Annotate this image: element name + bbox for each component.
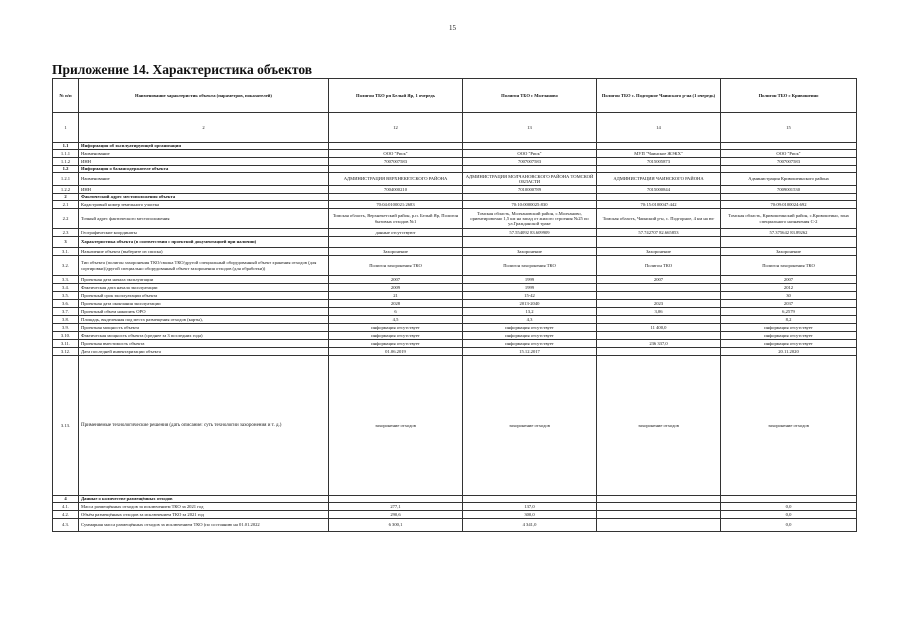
cell-col-14: Захоронение xyxy=(597,248,721,256)
cell-number: 3.13. xyxy=(53,356,79,496)
table-row xyxy=(53,292,857,300)
cell-number: 3 xyxy=(53,237,79,248)
cell-col-14 xyxy=(597,332,721,340)
cell-number: 3.7. xyxy=(53,308,79,316)
index-cell: 14 xyxy=(597,113,721,143)
cell-number: 3.11. xyxy=(53,340,79,348)
table-row xyxy=(53,324,857,332)
characteristics-table xyxy=(52,78,857,532)
cell-col-13: 4,3 xyxy=(463,316,597,324)
cell-col-15: информация отсутствует xyxy=(721,340,857,348)
cell-col-12: захоронение отходов xyxy=(329,356,463,496)
cell-col-15: 7007007583 xyxy=(721,158,857,166)
index-cell: 15 xyxy=(721,113,857,143)
cell-col-14 xyxy=(597,503,721,511)
cell-col-14 xyxy=(597,166,721,173)
table-row xyxy=(53,496,857,503)
cell-number: 3.8. xyxy=(53,316,79,324)
cell-col-15 xyxy=(721,194,857,201)
table-row xyxy=(53,276,857,284)
cell-number: 2.3 xyxy=(53,229,79,237)
cell-col-12: 21 xyxy=(329,292,463,300)
cell-col-12: 2007 xyxy=(329,276,463,284)
cell-number: 3.12. xyxy=(53,348,79,356)
cell-col-13: 300,0 xyxy=(463,511,597,519)
cell-col-15: 0,0 xyxy=(721,511,857,519)
cell-col-12: АДМИНИСТРАЦИЯ ВЕРХНЕКЕТСКОГО РАЙОНА xyxy=(329,173,463,186)
cell-col-13 xyxy=(463,194,597,201)
index-cell: 1 xyxy=(53,113,79,143)
cell-col-14: 11 400,0 xyxy=(597,324,721,332)
table-row xyxy=(53,158,857,166)
cell-col-14: 3,06 xyxy=(597,308,721,316)
table-row xyxy=(53,209,857,229)
cell-number: 1.2.2 xyxy=(53,186,79,194)
table-row xyxy=(53,194,857,201)
cell-col-13: АДМИНИСТРАЦИЯ МОЛЧАНОВСКОГО РАЙОНА ТОМСКОЙ ОБЛАСТИ xyxy=(463,173,597,186)
cell-col-15: 70:09:0100024:692 xyxy=(721,201,857,209)
table-row xyxy=(53,186,857,194)
table-row xyxy=(53,356,857,496)
header-name: Наименование характеристик объекта (параметров, показателей) xyxy=(79,79,329,113)
index-cell: 12 xyxy=(329,113,463,143)
table-row xyxy=(53,248,857,256)
cell-name: Проектный объем накопить ОРО xyxy=(79,308,329,316)
cell-name: Географические координаты xyxy=(79,229,329,237)
cell-col-12 xyxy=(329,237,463,248)
cell-name: Фактическая мощность объекта (среднее за 3 последних года) xyxy=(79,332,329,340)
cell-col-12: 01.06.2019 xyxy=(329,348,463,356)
cell-number: 4.2. xyxy=(53,511,79,519)
cell-name: Информация о балансодержателе объекта xyxy=(79,166,329,173)
table-row xyxy=(53,150,857,158)
cell-col-12: данные отсутствуют xyxy=(329,229,463,237)
cell-col-15 xyxy=(721,237,857,248)
cell-col-12: Захоронение xyxy=(329,248,463,256)
cell-col-14 xyxy=(597,316,721,324)
cell-col-15: информация отсутствует xyxy=(721,324,857,332)
cell-col-13: 1999 xyxy=(463,284,597,292)
cell-number: 1.1.2 xyxy=(53,158,79,166)
table-row xyxy=(53,229,857,237)
cell-col-12: Томская область, Верхнекетский район, р.п. Белый Яр, Полигон бытовых отходов №1 xyxy=(329,209,463,229)
cell-col-12: информация отсутствует xyxy=(329,340,463,348)
cell-col-14 xyxy=(597,194,721,201)
cell-col-15: Полигон захоронения ТКО xyxy=(721,256,857,276)
cell-col-15: 2037 xyxy=(721,300,857,308)
cell-number: 3.5. xyxy=(53,292,79,300)
cell-col-13 xyxy=(463,496,597,503)
cell-number: 1.1 xyxy=(53,143,79,150)
cell-name: Масса размещённых отходов за исключением ТКО за 2021 год xyxy=(79,503,329,511)
cell-number: 3.6. xyxy=(53,300,79,308)
cell-col-12 xyxy=(329,496,463,503)
table-row xyxy=(53,173,857,186)
cell-number: 2.1 xyxy=(53,201,79,209)
cell-col-15: 8,2 xyxy=(721,316,857,324)
cell-col-15: информация отсутствует xyxy=(721,332,857,340)
cell-col-12: 4,5 xyxy=(329,316,463,324)
cell-name: Точный адрес фактического местоположения xyxy=(79,209,329,229)
table-row xyxy=(53,348,857,356)
index-cell: 2 xyxy=(79,113,329,143)
cell-col-14: АДМИНИСТРАЦИЯ ЧАИНСКОГО РАЙОНА xyxy=(597,173,721,186)
cell-col-13: 7007007583 xyxy=(463,158,597,166)
cell-col-12: 6 xyxy=(329,308,463,316)
cell-col-12: 70:04:0100021:2683 xyxy=(329,201,463,209)
header-num: № п/п xyxy=(53,79,79,113)
cell-name: Фактическая дата начала эксплуатации xyxy=(79,284,329,292)
index-cell: 13 xyxy=(463,113,597,143)
cell-name: Суммарная масса размещённых отходов за исключением ТКО (по состоянию на 01.01.2022 xyxy=(79,519,329,532)
cell-col-12: 7007007583 xyxy=(329,158,463,166)
cell-col-14: захоронение отходов xyxy=(597,356,721,496)
cell-col-14 xyxy=(597,237,721,248)
cell-col-13: 1999 xyxy=(463,276,597,284)
cell-col-15: ООО "Риск" xyxy=(721,150,857,158)
cell-col-13: Томская область, Молчановский район, с.Молчаново, ориентировочно 1,5 км на запад от жилого строения №25 по ул.Гражданской тракт xyxy=(463,209,597,229)
cell-col-13 xyxy=(463,166,597,173)
cell-col-13 xyxy=(463,143,597,150)
cell-col-13 xyxy=(463,237,597,248)
cell-name: Площадь, выделенная под места размещения отходов (карты), xyxy=(79,316,329,324)
cell-name: Дата последней инвентаризации объекта xyxy=(79,348,329,356)
cell-name: Проектная дата начала эксплуатации xyxy=(79,276,329,284)
cell-name: ИНН xyxy=(79,186,329,194)
cell-name: Информация об эксплуатирующей организации xyxy=(79,143,329,150)
cell-col-12: 2009 xyxy=(329,284,463,292)
table-row xyxy=(53,316,857,324)
cell-col-13: 7010000789 xyxy=(463,186,597,194)
cell-col-15 xyxy=(721,496,857,503)
cell-col-15 xyxy=(721,143,857,150)
cell-number: 3.4. xyxy=(53,284,79,292)
cell-col-14 xyxy=(597,284,721,292)
cell-number: 2.2 xyxy=(53,209,79,229)
table-row xyxy=(53,511,857,519)
cell-col-15: 7009001530 xyxy=(721,186,857,194)
cell-col-12: ООО "Риск" xyxy=(329,150,463,158)
cell-col-12: 6 300,1 xyxy=(329,519,463,532)
cell-col-14: 2007 xyxy=(597,276,721,284)
cell-number: 3.3. xyxy=(53,276,79,284)
cell-col-14: 70:15:0100047:442 xyxy=(597,201,721,209)
table-row xyxy=(53,256,857,276)
cell-col-14: Полигон ТКО xyxy=(597,256,721,276)
cell-col-15: 30 xyxy=(721,292,857,300)
cell-col-15: 0,0 xyxy=(721,503,857,511)
cell-col-13: Захоронение xyxy=(463,248,597,256)
cell-number: 3.9. xyxy=(53,324,79,332)
cell-col-15: захоронение отходов xyxy=(721,356,857,496)
cell-col-13: 70:10:0000025:830 xyxy=(463,201,597,209)
table-row xyxy=(53,284,857,292)
cell-name: Проектная мощность объекта xyxy=(79,324,329,332)
table-body xyxy=(53,143,857,532)
cell-name: Тип объекта (полигон захоронения ТКО/свалка ТКО/другой специальный оборудованный объект хранения отходов (для сортировки)/другой специально оборудованный объект захоронения отходов (для обработки)) xyxy=(79,256,329,276)
cell-col-12 xyxy=(329,194,463,201)
cell-name: Наименование xyxy=(79,150,329,158)
header-col-12: Полигон ТБО рп Белый Яр, 1 очередь xyxy=(329,79,463,113)
header-row xyxy=(53,79,857,113)
cell-col-14: Томская область, Чаинский р-н, с. Подгорное, 4 км на юг xyxy=(597,209,721,229)
cell-col-14: 57.742707 82.665853 xyxy=(597,229,721,237)
cell-col-15: 2012 xyxy=(721,284,857,292)
cell-col-14: МУП "Чаинское ЖЭКХ" xyxy=(597,150,721,158)
page-number: 15 xyxy=(449,24,456,32)
cell-col-12: Полигон захоронения ТКО xyxy=(329,256,463,276)
cell-col-15: 57.375642 83.89262 xyxy=(721,229,857,237)
table-row xyxy=(53,503,857,511)
cell-col-12: 7004000210 xyxy=(329,186,463,194)
header-col-13: Полигон ТБО с Молчаново xyxy=(463,79,597,113)
cell-name: Проектная дата окончания эксплуатации xyxy=(79,300,329,308)
table-row xyxy=(53,519,857,532)
cell-number: 3.10. xyxy=(53,332,79,340)
cell-number: 4 xyxy=(53,496,79,503)
cell-col-12: 277,1 xyxy=(329,503,463,511)
cell-col-13: информация отсутствует xyxy=(463,340,597,348)
cell-col-12: 2028 xyxy=(329,300,463,308)
cell-name: Объём размещённых отходов за исключением ТКО за 2021 год xyxy=(79,511,329,519)
cell-col-13: 4 341,0 xyxy=(463,519,597,532)
cell-col-12: информация отсутствует xyxy=(329,332,463,340)
cell-number: 3.2. xyxy=(53,256,79,276)
cell-col-14 xyxy=(597,348,721,356)
cell-col-15: 2007 xyxy=(721,276,857,284)
cell-col-15 xyxy=(721,166,857,173)
table-row xyxy=(53,300,857,308)
cell-col-13: 57.554092 83.609909 xyxy=(463,229,597,237)
cell-col-15: Захоронение xyxy=(721,248,857,256)
cell-col-15: 6,2579 xyxy=(721,308,857,316)
cell-number: 4.3. xyxy=(53,519,79,532)
table-row xyxy=(53,308,857,316)
cell-col-14 xyxy=(597,511,721,519)
cell-col-12 xyxy=(329,143,463,150)
cell-number: 1.2.1 xyxy=(53,173,79,186)
cell-col-14: 7015005873 xyxy=(597,158,721,166)
cell-col-13: Полигон захоронения ТКО xyxy=(463,256,597,276)
header-col-14: Полигон ТБО с. Подгорное Чаинского р-на (1 очередь) xyxy=(597,79,721,113)
header-col-15: Полигон ТБО с Кривошеино xyxy=(721,79,857,113)
cell-name: Проектный срок эксплуатации объекта xyxy=(79,292,329,300)
cell-col-14: 7015000844 xyxy=(597,186,721,194)
cell-col-13: 15.12.2017 xyxy=(463,348,597,356)
cell-col-14 xyxy=(597,143,721,150)
cell-name: Фактический адрес местоположения объекта xyxy=(79,194,329,201)
table-row xyxy=(53,201,857,209)
cell-name: ИНН xyxy=(79,158,329,166)
cell-col-12 xyxy=(329,166,463,173)
cell-name: Наименование xyxy=(79,173,329,186)
cell-col-13: захоронение отходов xyxy=(463,356,597,496)
cell-name: Применяемые технологические решения (дать описание: суть технологии захоронения и т. д.) xyxy=(79,356,329,496)
cell-col-12: 290,6 xyxy=(329,511,463,519)
cell-name: Характеристика объекта (в соответствии с проектной документацией при наличии) xyxy=(79,237,329,248)
cell-name: Кадастровый номер земельного участка xyxy=(79,201,329,209)
cell-col-13: 13,2 xyxy=(463,308,597,316)
cell-col-14 xyxy=(597,496,721,503)
table-row xyxy=(53,332,857,340)
cell-col-14: 236 337,0 xyxy=(597,340,721,348)
cell-col-14 xyxy=(597,519,721,532)
cell-col-14 xyxy=(597,292,721,300)
cell-col-15: Томская область, Кривошеинский район, с.Кривошеино, зона специального назначения С-2 xyxy=(721,209,857,229)
cell-name: Назначение объекта (выберите из списка) xyxy=(79,248,329,256)
cell-col-14: 2023 xyxy=(597,300,721,308)
cell-col-15: 0,0 xyxy=(721,519,857,532)
table-row xyxy=(53,143,857,150)
table-row xyxy=(53,166,857,173)
index-row xyxy=(53,113,857,143)
cell-number: 2 xyxy=(53,194,79,201)
cell-col-15: 20.11.2020 xyxy=(721,348,857,356)
cell-col-13: 137,0 xyxy=(463,503,597,511)
cell-col-13: 15-42 xyxy=(463,292,597,300)
cell-col-13: 2013-2040 xyxy=(463,300,597,308)
cell-number: 1.2 xyxy=(53,166,79,173)
table-row xyxy=(53,237,857,248)
cell-number: 4.1. xyxy=(53,503,79,511)
cell-name: Данные о количестве размещённых отходов xyxy=(79,496,329,503)
cell-number: 3.1. xyxy=(53,248,79,256)
page-title: Приложение 14. Характеристика объектов xyxy=(52,62,313,77)
table-row xyxy=(53,340,857,348)
cell-col-13: ООО "Риск" xyxy=(463,150,597,158)
cell-col-15: Администрация Кривошеинского района xyxy=(721,173,857,186)
cell-col-13: информация отсутствует xyxy=(463,324,597,332)
cell-number: 1.1.1 xyxy=(53,150,79,158)
cell-name: Проектная вместимость объекта xyxy=(79,340,329,348)
cell-col-12: информация отсутствует xyxy=(329,324,463,332)
cell-col-13: информация отсутствует xyxy=(463,332,597,340)
